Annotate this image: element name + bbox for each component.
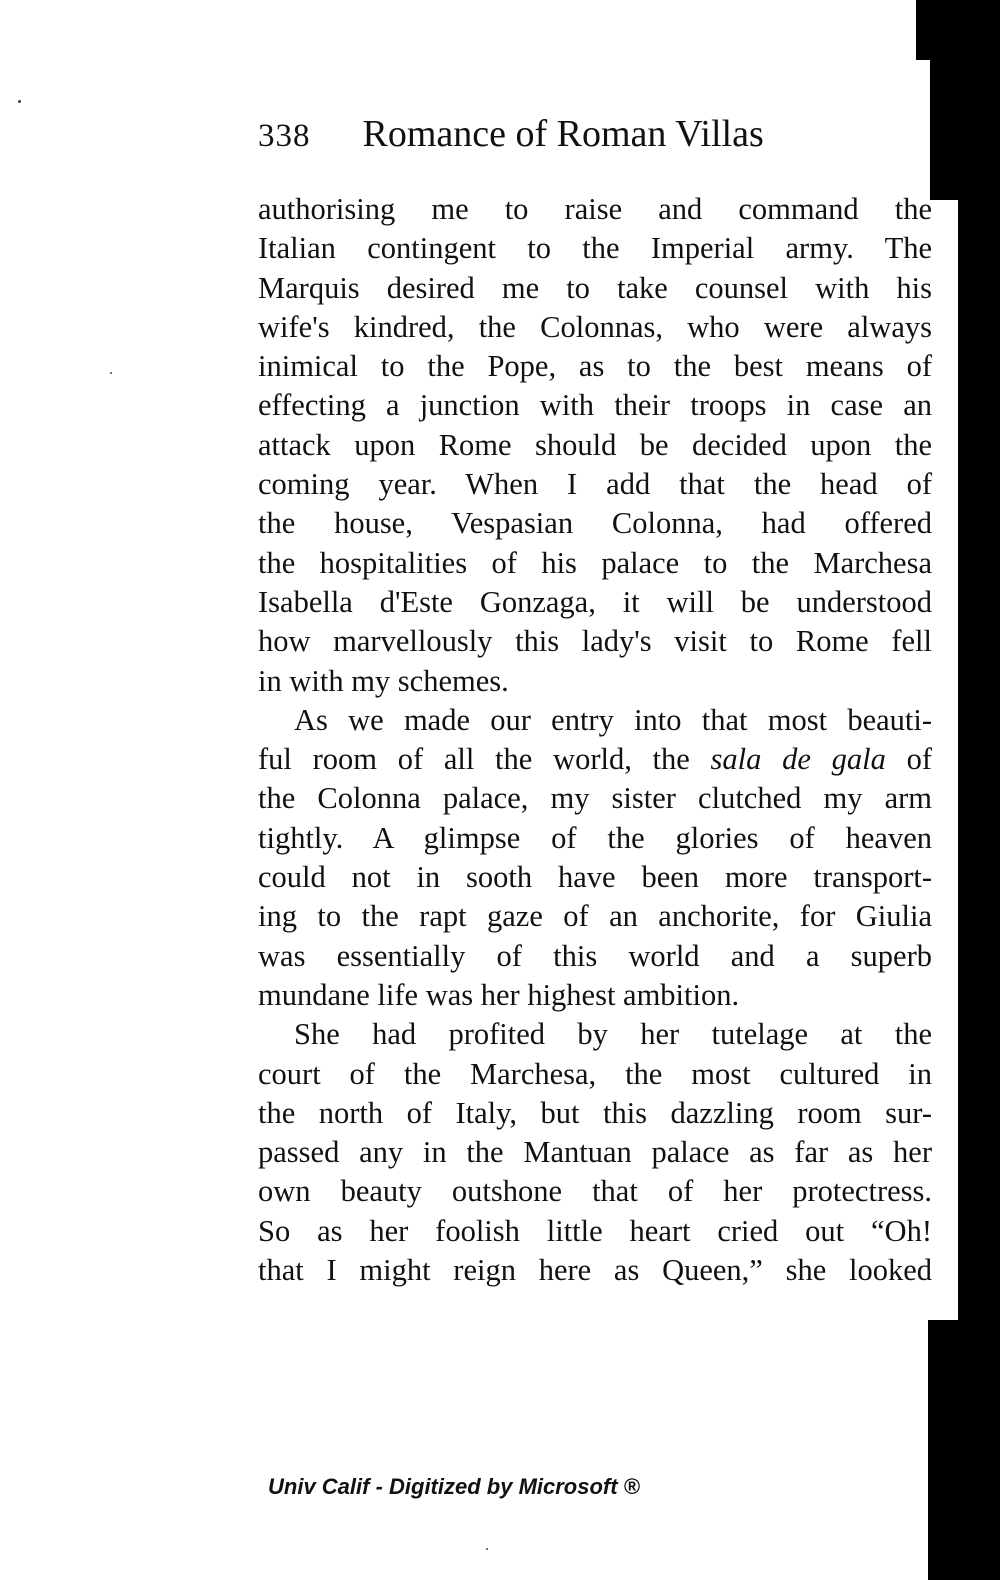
text-line: was essentially of this world and a superb <box>258 938 932 973</box>
text-line: effecting a junction with their troops in case an <box>258 388 932 423</box>
page-number: 338 <box>258 118 311 154</box>
scan-edge-artifact-lower <box>928 1320 1000 1580</box>
scan-edge-artifact-top <box>916 0 1000 60</box>
text-line: own beauty outshone that of her protectress. <box>258 1174 932 1209</box>
page-header <box>258 112 938 168</box>
body-text <box>258 190 932 1290</box>
text-line: tightly. A glimpse of the glories of heaven <box>258 820 932 855</box>
text-line: passed any in the Mantuan palace as far as her <box>258 1135 932 1170</box>
text-line: inimical to the Pope, as to the best means of <box>258 349 932 384</box>
text-line: the hospitalities of his palace to the Marchesa <box>258 545 932 580</box>
text-line: mundane life was her highest ambition. <box>258 977 740 1012</box>
text-line: attack upon Rome should be decided upon the <box>258 427 932 462</box>
text-line: how marvellously this lady's visit to Rome fell <box>258 624 932 659</box>
text-line: the Colonna palace, my sister clutched my arm <box>258 781 932 816</box>
scan-speck <box>110 372 112 374</box>
scan-speck <box>486 1548 488 1550</box>
text-line: the north of Italy, but this dazzling room sur- <box>258 1095 932 1130</box>
text-line: She had profited by her tutelage at the <box>294 1017 932 1052</box>
text-line: coming year. When I add that the head of <box>258 467 932 502</box>
text-line: Italian contingent to the Imperial army. The <box>258 231 932 266</box>
text-line: authorising me to raise and command the <box>258 192 932 226</box>
italic-phrase: sala de gala <box>710 742 886 777</box>
text-line: court of the Marchesa, the most cultured in <box>258 1056 932 1091</box>
text-line: that I might reign here as Queen,” she looked <box>258 1253 932 1288</box>
text-line: the house, Vespasian Colonna, had offered <box>258 506 932 541</box>
scan-edge-artifact-middle <box>958 200 966 1320</box>
text-line: ing to the rapt gaze of an anchorite, for Giulia <box>258 899 932 934</box>
scan-speck <box>18 100 21 103</box>
text-line: wife's kindred, the Colonnas, who were always <box>258 309 932 344</box>
running-head: Romance of Roman Villas <box>362 113 764 155</box>
scan-edge-artifact-upper <box>930 60 1000 200</box>
digitization-watermark: Univ Calif - Digitized by Microsoft ® <box>268 1474 640 1499</box>
text-line: in with my schemes. <box>258 663 509 698</box>
text-line: could not in sooth have been more transport- <box>258 860 932 895</box>
text-line: So as her foolish little heart cried out “Oh! <box>258 1213 932 1248</box>
text-line: As we made our entry into that most beauti- <box>294 702 932 737</box>
text-line: Isabella d'Este Gonzaga, it will be understood <box>258 584 932 619</box>
text-line-italic: ful room of all the world, the sala de gala of <box>258 742 932 777</box>
text-line: Marquis desired me to take counsel with his <box>258 270 932 305</box>
